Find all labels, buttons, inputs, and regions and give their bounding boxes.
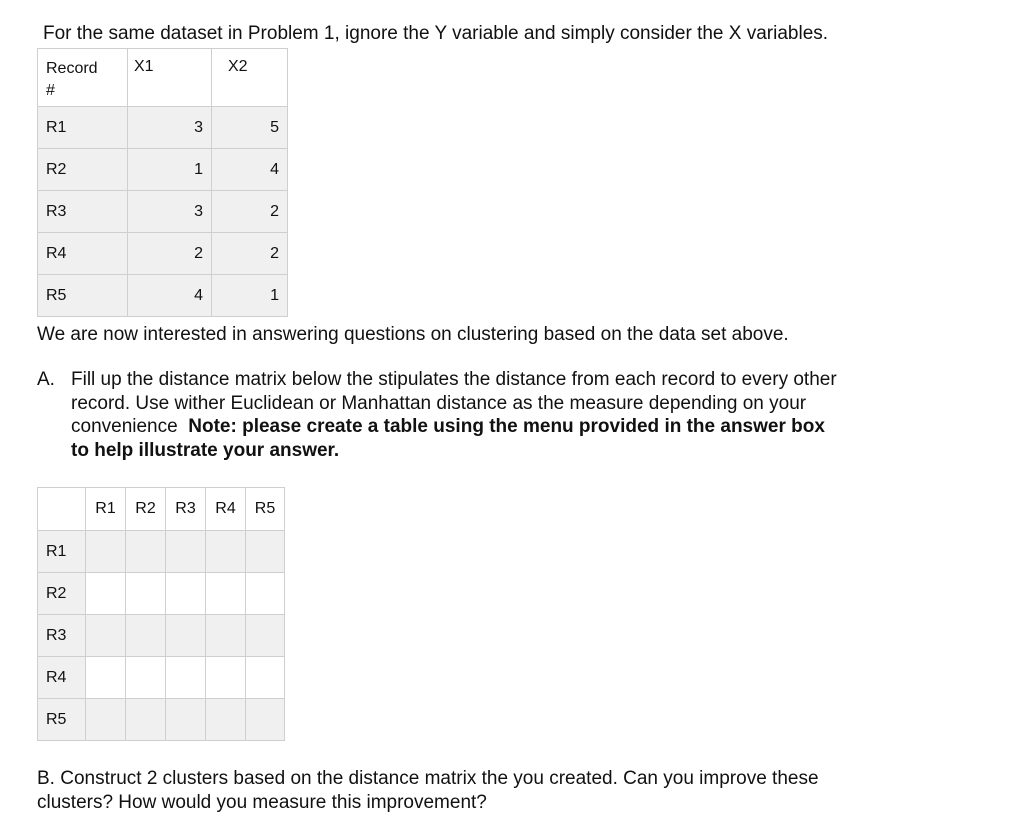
matrix-cell[interactable]	[166, 573, 206, 615]
matrix-header-row	[38, 488, 285, 531]
table-row	[38, 191, 288, 233]
x1-cell: 4	[128, 275, 212, 317]
x2-cell: 2	[212, 233, 288, 275]
x1-cell: 2	[128, 233, 212, 275]
matrix-row	[38, 615, 285, 657]
x1-cell: 3	[128, 107, 212, 149]
x1-cell: 1	[128, 149, 212, 191]
distance-matrix-table	[37, 487, 285, 741]
matrix-cell[interactable]	[246, 657, 285, 699]
matrix-cell[interactable]	[86, 657, 126, 699]
record-cell: R4	[38, 233, 128, 275]
matrix-cell[interactable]	[246, 531, 285, 573]
question-b	[37, 767, 819, 814]
matrix-row-header: R3	[38, 615, 86, 657]
question-a-line2: record. Use wither Euclidean or Manhattan distance as the measure depending on your	[71, 392, 807, 414]
matrix-cell[interactable]	[246, 615, 285, 657]
matrix-cell[interactable]	[206, 699, 246, 741]
x1-cell: 3	[128, 191, 212, 233]
intro-text: For the same dataset in Problem 1, ignore the Y variable and simply consider the X variables.	[43, 23, 829, 44]
matrix-col-header: R5	[246, 488, 285, 531]
header-x2: X2	[212, 49, 288, 107]
matrix-cell[interactable]	[246, 699, 285, 741]
record-cell: R1	[38, 107, 128, 149]
matrix-cell[interactable]	[166, 615, 206, 657]
matrix-cell[interactable]	[206, 657, 246, 699]
matrix-cell[interactable]	[126, 531, 166, 573]
x2-cell: 1	[212, 275, 288, 317]
question-a-marker: A.	[37, 369, 55, 390]
table-row	[38, 233, 288, 275]
record-cell: R3	[38, 191, 128, 233]
question-a-line1: Fill up the distance matrix below the stipulates the distance from each record to every other	[71, 369, 837, 390]
header-record-line1: Record	[46, 60, 98, 77]
header-record-line2: #	[46, 82, 55, 99]
matrix-cell[interactable]	[126, 699, 166, 741]
matrix-row	[38, 699, 285, 741]
matrix-row-header: R2	[38, 573, 86, 615]
question-b-line1: B. Construct 2 clusters based on the distance matrix the you created. Can you improve these	[37, 768, 819, 789]
dataset-header-row	[38, 49, 288, 107]
matrix-cell[interactable]	[86, 573, 126, 615]
question-a-line4: to help illustrate your answer.	[71, 439, 340, 461]
matrix-col-header: R3	[166, 488, 206, 531]
matrix-cell[interactable]	[86, 699, 126, 741]
x2-cell: 5	[212, 107, 288, 149]
table-row	[38, 107, 288, 149]
matrix-row	[38, 657, 285, 699]
header-x1: X1	[128, 49, 212, 107]
question-b-line2: clusters? How would you measure this improvement?	[37, 791, 487, 813]
question-a-note: Note: please create a table using the menu provided in the answer box	[188, 416, 825, 437]
matrix-col-header: R4	[206, 488, 246, 531]
matrix-col-header: R1	[86, 488, 126, 531]
question-a-text	[71, 368, 937, 462]
matrix-cell[interactable]	[166, 657, 206, 699]
matrix-row-header: R1	[38, 531, 86, 573]
matrix-cell[interactable]	[166, 531, 206, 573]
matrix-row	[38, 531, 285, 573]
matrix-cell[interactable]	[126, 657, 166, 699]
matrix-cell[interactable]	[86, 531, 126, 573]
question-a-line3	[71, 415, 937, 439]
matrix-cell[interactable]	[86, 615, 126, 657]
matrix-cell[interactable]	[126, 615, 166, 657]
matrix-cell[interactable]	[246, 573, 285, 615]
dataset-table	[37, 48, 288, 317]
x2-cell: 4	[212, 149, 288, 191]
x2-cell: 2	[212, 191, 288, 233]
table-row	[38, 275, 288, 317]
matrix-cell[interactable]	[126, 573, 166, 615]
matrix-row	[38, 573, 285, 615]
clustering-paragraph: We are now interested in answering questions on clustering based on the data set above.	[37, 324, 789, 345]
matrix-row-header: R5	[38, 699, 86, 741]
matrix-corner-cell	[38, 488, 86, 531]
matrix-row-header: R4	[38, 657, 86, 699]
record-cell: R5	[38, 275, 128, 317]
header-record	[38, 49, 128, 107]
matrix-cell[interactable]	[206, 531, 246, 573]
question-a-line3-plain: convenience	[71, 416, 178, 437]
matrix-cell[interactable]	[206, 573, 246, 615]
matrix-cell[interactable]	[166, 699, 206, 741]
question-a	[37, 368, 937, 462]
matrix-cell[interactable]	[206, 615, 246, 657]
matrix-col-header: R2	[126, 488, 166, 531]
record-cell: R2	[38, 149, 128, 191]
table-row	[38, 149, 288, 191]
